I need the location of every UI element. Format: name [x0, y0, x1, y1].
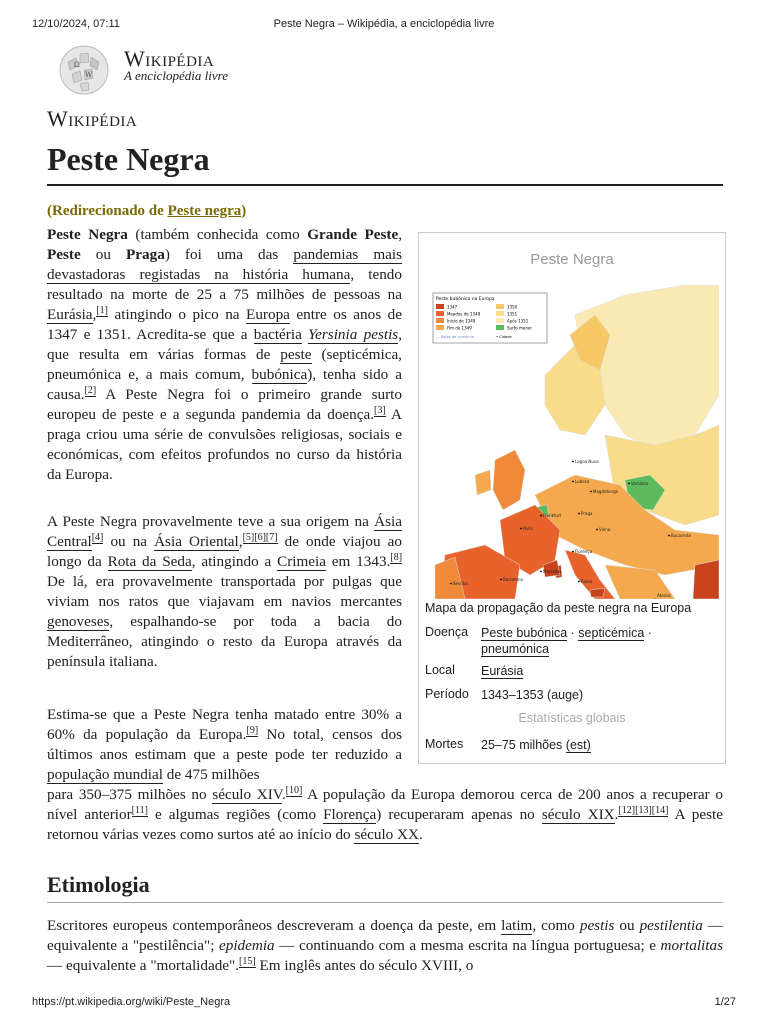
wikipedia-wordmark[interactable]: Wikipédia [124, 46, 215, 71]
legend-swatch [436, 304, 444, 309]
city-dot [450, 583, 452, 585]
legend-label: 1350 [507, 304, 518, 310]
infobox-label: Período [425, 687, 469, 701]
link-local-eurasia[interactable]: Eurásia [481, 664, 524, 678]
link-eurasia[interactable]: Eurásia [47, 306, 93, 323]
section-divider [47, 902, 723, 903]
infobox-label: Mortes [425, 737, 464, 751]
legend-swatch [496, 304, 504, 309]
link-asia-central[interactable]: Ásia Central [47, 513, 402, 550]
link-septicemica[interactable]: septicémica [578, 626, 645, 640]
legend-label: Surto menor [507, 325, 532, 331]
infobox-value: 1343–1353 (auge) [481, 688, 584, 702]
legend-label: Após 1351 [507, 318, 529, 324]
wikipedia-tagline: A enciclopédia livre [124, 68, 228, 83]
link-europa[interactable]: Europa [246, 306, 290, 323]
link-peste[interactable]: peste [280, 346, 312, 363]
wikipedia-secondary-wordmark: Wikipédia [47, 106, 138, 131]
link-crimeia[interactable]: Crimeia [277, 553, 326, 570]
redirect-link[interactable]: Peste negra [167, 203, 242, 219]
city-label: Magdeburgo [593, 489, 619, 494]
link-peste-bubonica[interactable]: Peste bubónica [481, 626, 568, 640]
city-dot [668, 535, 670, 537]
infobox-label: Doença [425, 625, 469, 639]
legend-swatch [496, 311, 504, 316]
link-latim[interactable]: latim [501, 917, 533, 934]
city-dot [500, 579, 502, 581]
svg-text:W: W [85, 71, 93, 79]
intro-paragraph-1: Peste Negra (também conhecida como Grande Peste, Peste ou Praga) foi uma das pandemias mais devastadoras registadas na história humana, tendo resultado na morte de 25 a 75 milhões de pessoas na Eurásia,[1] atingindo o pico na Europa entre os anos de 1347 e 1351. Acredita-se que a bactéria Yersinia pestis, que resulta em várias formas de peste (septicémica, pneumónica e, a mais comum, bubónica), tenha sido a causa.[2] A Peste Negra foi o primeiro grande surto europeu de peste e a segunda pandemia da doença.[3] A praga criou uma série de convulsões religiosas, sociais e económicas, com efeitos profundos no curso da história da Europa. [47, 226, 403, 483]
legend-label: Meados de 1348 [447, 311, 481, 317]
map-legend-title: Peste bubónica na Europa [436, 297, 495, 302]
page-title: Peste Negra [47, 141, 210, 177]
svg-text:Ω: Ω [74, 61, 80, 69]
link-pandemias[interactable]: pandemias mais devastadoras registadas na história humana [47, 246, 403, 283]
city-dot [540, 571, 542, 573]
title-divider [47, 184, 723, 186]
city-dot [572, 481, 574, 483]
legend-bottom-label: — Rotas de comércio [436, 335, 474, 339]
etymology-paragraph: Escritores europeus contemporâneos descreveram a doença da peste, em latim, como pestis ou pestilentia — equivalente a "pestilência"; epidemia — continuando com a mesma escrita na língua portuguesa; e mortalitas — equivalente a "mortalidade".[15] Em inglês antes do século XVIII, o [47, 917, 724, 974]
city-dot [578, 513, 580, 515]
infobox [418, 232, 726, 764]
city-label: Barcelona [503, 577, 523, 582]
city-label: Marselha [543, 569, 562, 574]
wikipedia-globe-icon[interactable] [58, 44, 110, 96]
section-heading-etimologia: Etimologia [47, 872, 150, 897]
city-dot [590, 491, 592, 493]
infobox-title: Peste Negra [530, 251, 614, 268]
city-label: Paris [523, 526, 533, 531]
ref-13[interactable]: [13] [635, 804, 652, 816]
legend-label: 1351 [507, 311, 518, 317]
city-label: Roma [581, 579, 593, 584]
link-asia-oriental[interactable]: Ásia Oriental [154, 533, 239, 550]
link-yersinia[interactable]: Yersinia pestis [308, 326, 399, 343]
city-dot [520, 528, 522, 530]
map-caption: Mapa da propagação da peste negra na Europa [425, 601, 692, 615]
infobox-label: Local [425, 663, 455, 677]
ref-3[interactable]: [3] [374, 404, 386, 416]
city-label: Viena [599, 527, 611, 532]
infobox-value: 25–75 milhões (est) [481, 738, 591, 752]
link-populacao-mundial[interactable]: população mundial [47, 766, 163, 783]
print-page-title: Peste Negra – Wikipédia, a enciclopédia livre [273, 18, 495, 30]
legend-swatch [436, 325, 444, 330]
legend-label: Fim de 1349 [447, 325, 472, 331]
city-label: Atenas [657, 593, 671, 598]
legend-label: Início de 1349 [447, 318, 476, 324]
city-label: Varsóvia [631, 481, 648, 486]
link-florenca[interactable]: Florença [323, 806, 377, 823]
link-seculo-xx[interactable]: século XX [354, 826, 419, 843]
city-dot [540, 515, 542, 517]
ref-4[interactable]: [4] [91, 531, 104, 543]
redirect-notice: (Redirecionado de Peste negra) [47, 203, 247, 219]
map-region-1347-anatolia [693, 560, 719, 599]
infobox-value [481, 663, 711, 679]
city-label: Praga [581, 511, 593, 516]
city-label: Lagoa Nuva [575, 459, 599, 464]
ref-6[interactable]: [6] [254, 531, 266, 543]
ref-2[interactable]: [2] [84, 384, 97, 396]
infobox-value: Peste bubónica · septicémica · pneumónica [481, 626, 652, 656]
print-date: 12/10/2024, 07:11 [32, 18, 120, 30]
city-label: Florença [575, 549, 593, 554]
infobox-stats-header: Estatísticas globais [518, 711, 626, 725]
legend-swatch [436, 318, 444, 323]
ref-1[interactable]: [1] [96, 304, 109, 316]
ref-5[interactable]: [5] [242, 531, 255, 543]
link-seculo-xiv[interactable]: século XIV [212, 786, 282, 803]
ref-15[interactable]: [15] [239, 955, 256, 967]
city-label: Lubeca [575, 479, 590, 484]
legend-label: 1347 [447, 304, 458, 310]
legend-swatch [436, 311, 444, 316]
link-rota-seda[interactable]: Rota da Seda [107, 553, 192, 570]
city-label: Sevilha [453, 581, 468, 586]
city-label: Bucareste [671, 533, 692, 538]
print-url: https://pt.wikipedia.org/wiki/Peste_Negra [32, 996, 231, 1008]
ref-7[interactable]: [7] [265, 531, 278, 543]
city-dot [578, 581, 580, 583]
ref-8[interactable]: [8] [390, 551, 403, 563]
ref-12[interactable]: [12] [618, 804, 636, 816]
print-page-counter: 1/27 [714, 996, 736, 1008]
link-seculo-xix[interactable]: século XIX [541, 806, 615, 823]
link-genoveses[interactable]: genoveses [47, 613, 110, 630]
intro-paragraph-2: A Peste Negra provavelmente teve a sua origem na Ásia Central[4] ou na Ásia Oriental,[5][6][7] de onde viajou ao longo da Rota da Seda, atingindo a Crimeia em 1343.[8] De lá, era provavelmente transportada por pulgas que viviam nos ratos que viajavam em navios mercantes genoveses, espalhando-se por toda a bacia do Mediterrâneo, atingindo o resto da Europa através da península italiana. [47, 513, 403, 670]
link-bubonica[interactable]: bubónica [251, 366, 308, 383]
ref-9[interactable]: [9] [246, 724, 259, 736]
link-pneumonica[interactable]: pneumónica [481, 642, 550, 656]
legend-swatch [496, 318, 504, 323]
city-dot [572, 461, 574, 463]
ref-14[interactable]: [14] [651, 804, 669, 816]
city-label: Frankfurt [543, 513, 562, 518]
ref-11[interactable]: [11] [131, 804, 148, 816]
link-est[interactable]: (est) [565, 738, 591, 752]
city-dot [572, 551, 574, 553]
ref-10[interactable]: [10] [285, 784, 303, 796]
legend-bottom-label: • Cidade [496, 335, 512, 339]
city-dot [628, 483, 630, 485]
intro-paragraph-3: Estima-se que a Peste Negra tenha matado entre 30% a 60% da população da Europa.[9] No total, censos dos últimos anos estimam que a peste pode ter reduzido a população mundial de 475 milhões para 350–375 milhões no século XIV.[10] A população da Europa demorou cerca de 200 anos a recuperar o nível anterior[11] e algumas regiões (como Florença) recuperaram apenas no século XIX.[12][13][14] A peste retornou várias vezes como surtos até ao início do século XX. [47, 706, 724, 843]
legend-swatch [496, 325, 504, 330]
link-bacteria[interactable]: bactéria [253, 326, 302, 343]
city-dot [596, 529, 598, 531]
plague-spread-map[interactable] [425, 285, 719, 599]
